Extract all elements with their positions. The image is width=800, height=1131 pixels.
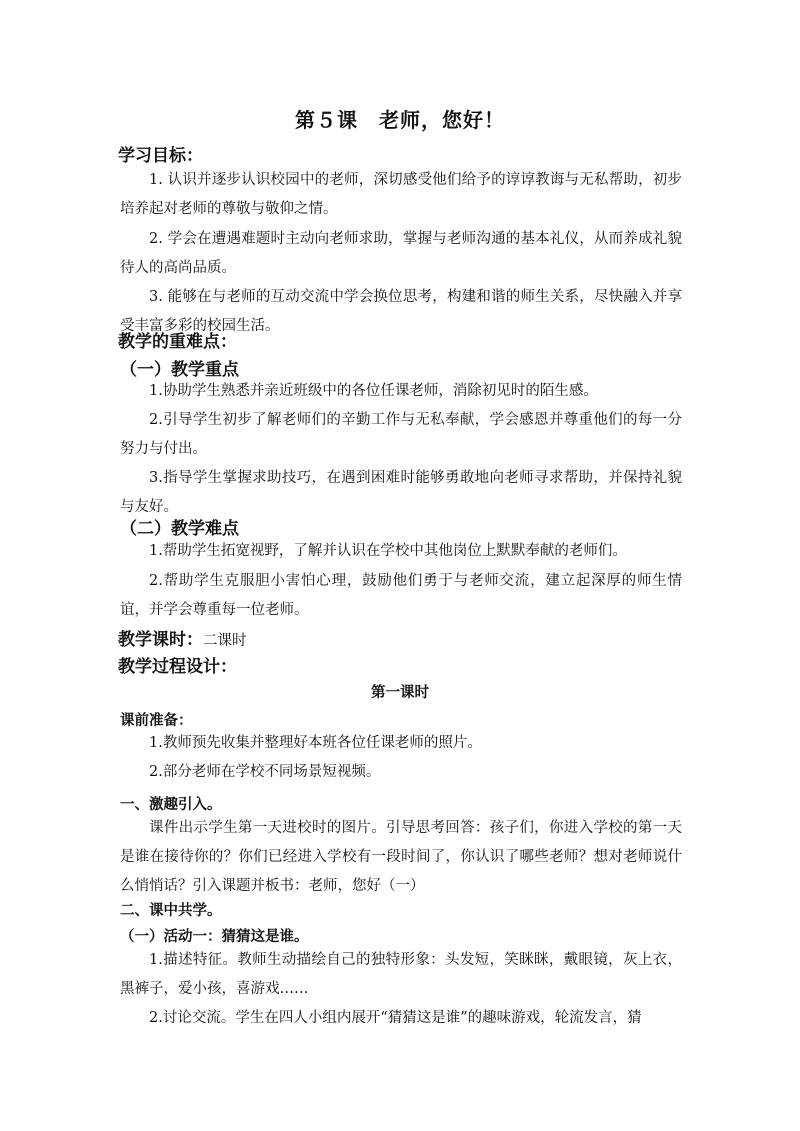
difficulty-item: 2.帮助学生克服胆小害怕心理，鼓励他们勇于与老师交流，建立起深厚的师生情谊，并学会尊重每一位老师。 xyxy=(120,573,682,618)
teaching-hours-label: 教学课时： xyxy=(118,630,203,650)
prep-item: 2.部分老师在学校不同场景短视频。 xyxy=(149,764,381,780)
focus-item: 2.引导学生初步了解老师们的辛勤工作与无私奉献，学会感恩并尊重他们的每一分努力与付出。 xyxy=(120,412,682,457)
prep-heading: 课前准备： xyxy=(120,713,193,729)
period-title: 第一课时 xyxy=(371,685,429,701)
intro-text: 课件出示学生第一天进校时的图片。引导思考回答：孩子们，你进入学校的第一天是谁在接待你的？你们已经进入学校有一段时间了，你认识了哪些老师？想对老师说什么悄悄话？引入课题并板书：老师，您好（一） xyxy=(120,820,682,894)
intro-heading: 一、激趣引入。 xyxy=(120,797,222,813)
activity1-item: 2.讨论交流。学生在四人小组内展开“猜猜这是谁”的趣味游戏，轮流发言，猜 xyxy=(149,1010,642,1026)
difficulty-heading: （二）教学难点 xyxy=(120,519,239,539)
teaching-hours xyxy=(118,625,247,650)
objective-item: 3. 能够在与老师的互动交流中学会换位思考，构建和谐的师生关系，尽快融入并享受丰富多彩的校园生活。 xyxy=(120,289,682,334)
key-points-heading: 教学的重难点： xyxy=(118,332,237,352)
objective-item: 1. 认识并逐步认识校园中的老师，深切感受他们给予的谆谆教诲与无私帮助，初步培养起对老师的尊敬与敬仰之情。 xyxy=(120,172,682,217)
focus-item: 3.指导学生掌握求助技巧，在遇到困难时能够勇敢地向老师寻求帮助，并保持礼貌与友好。 xyxy=(120,470,682,515)
objectives-heading: 学习目标： xyxy=(118,146,203,166)
prep-item: 1.教师预先收集并整理好本班各位任课老师的照片。 xyxy=(149,735,482,751)
objective-item: 2. 学会在遭遇难题时主动向老师求助，掌握与老师沟通的基本礼仪，从而养成礼貌待人的高尚品质。 xyxy=(120,231,682,276)
teaching-hours-value: 二课时 xyxy=(203,633,247,649)
activity1-heading: （一）活动一：猜猜这是谁。 xyxy=(120,929,309,945)
lesson-title: 第５课 老师，您好！ xyxy=(295,108,505,132)
activity1-item: 1.描述特征。教师生动描绘自己的独特形象：头发短，笑眯眯，戴眼镜，灰上衣，黑裤子，爱小孩，喜游戏…… xyxy=(120,952,682,997)
difficulty-item: 1.帮助学生拓宽视野，了解并认识在学校中其他岗位上默默奉献的老师们。 xyxy=(149,543,627,559)
process-heading: 教学过程设计： xyxy=(118,657,237,677)
cowork-heading: 二、课中共学。 xyxy=(120,903,222,919)
focus-heading: （一）教学重点 xyxy=(120,360,239,380)
focus-item: 1.协助学生熟悉并亲近班级中的各位任课老师，消除初见时的陌生感。 xyxy=(149,383,598,399)
